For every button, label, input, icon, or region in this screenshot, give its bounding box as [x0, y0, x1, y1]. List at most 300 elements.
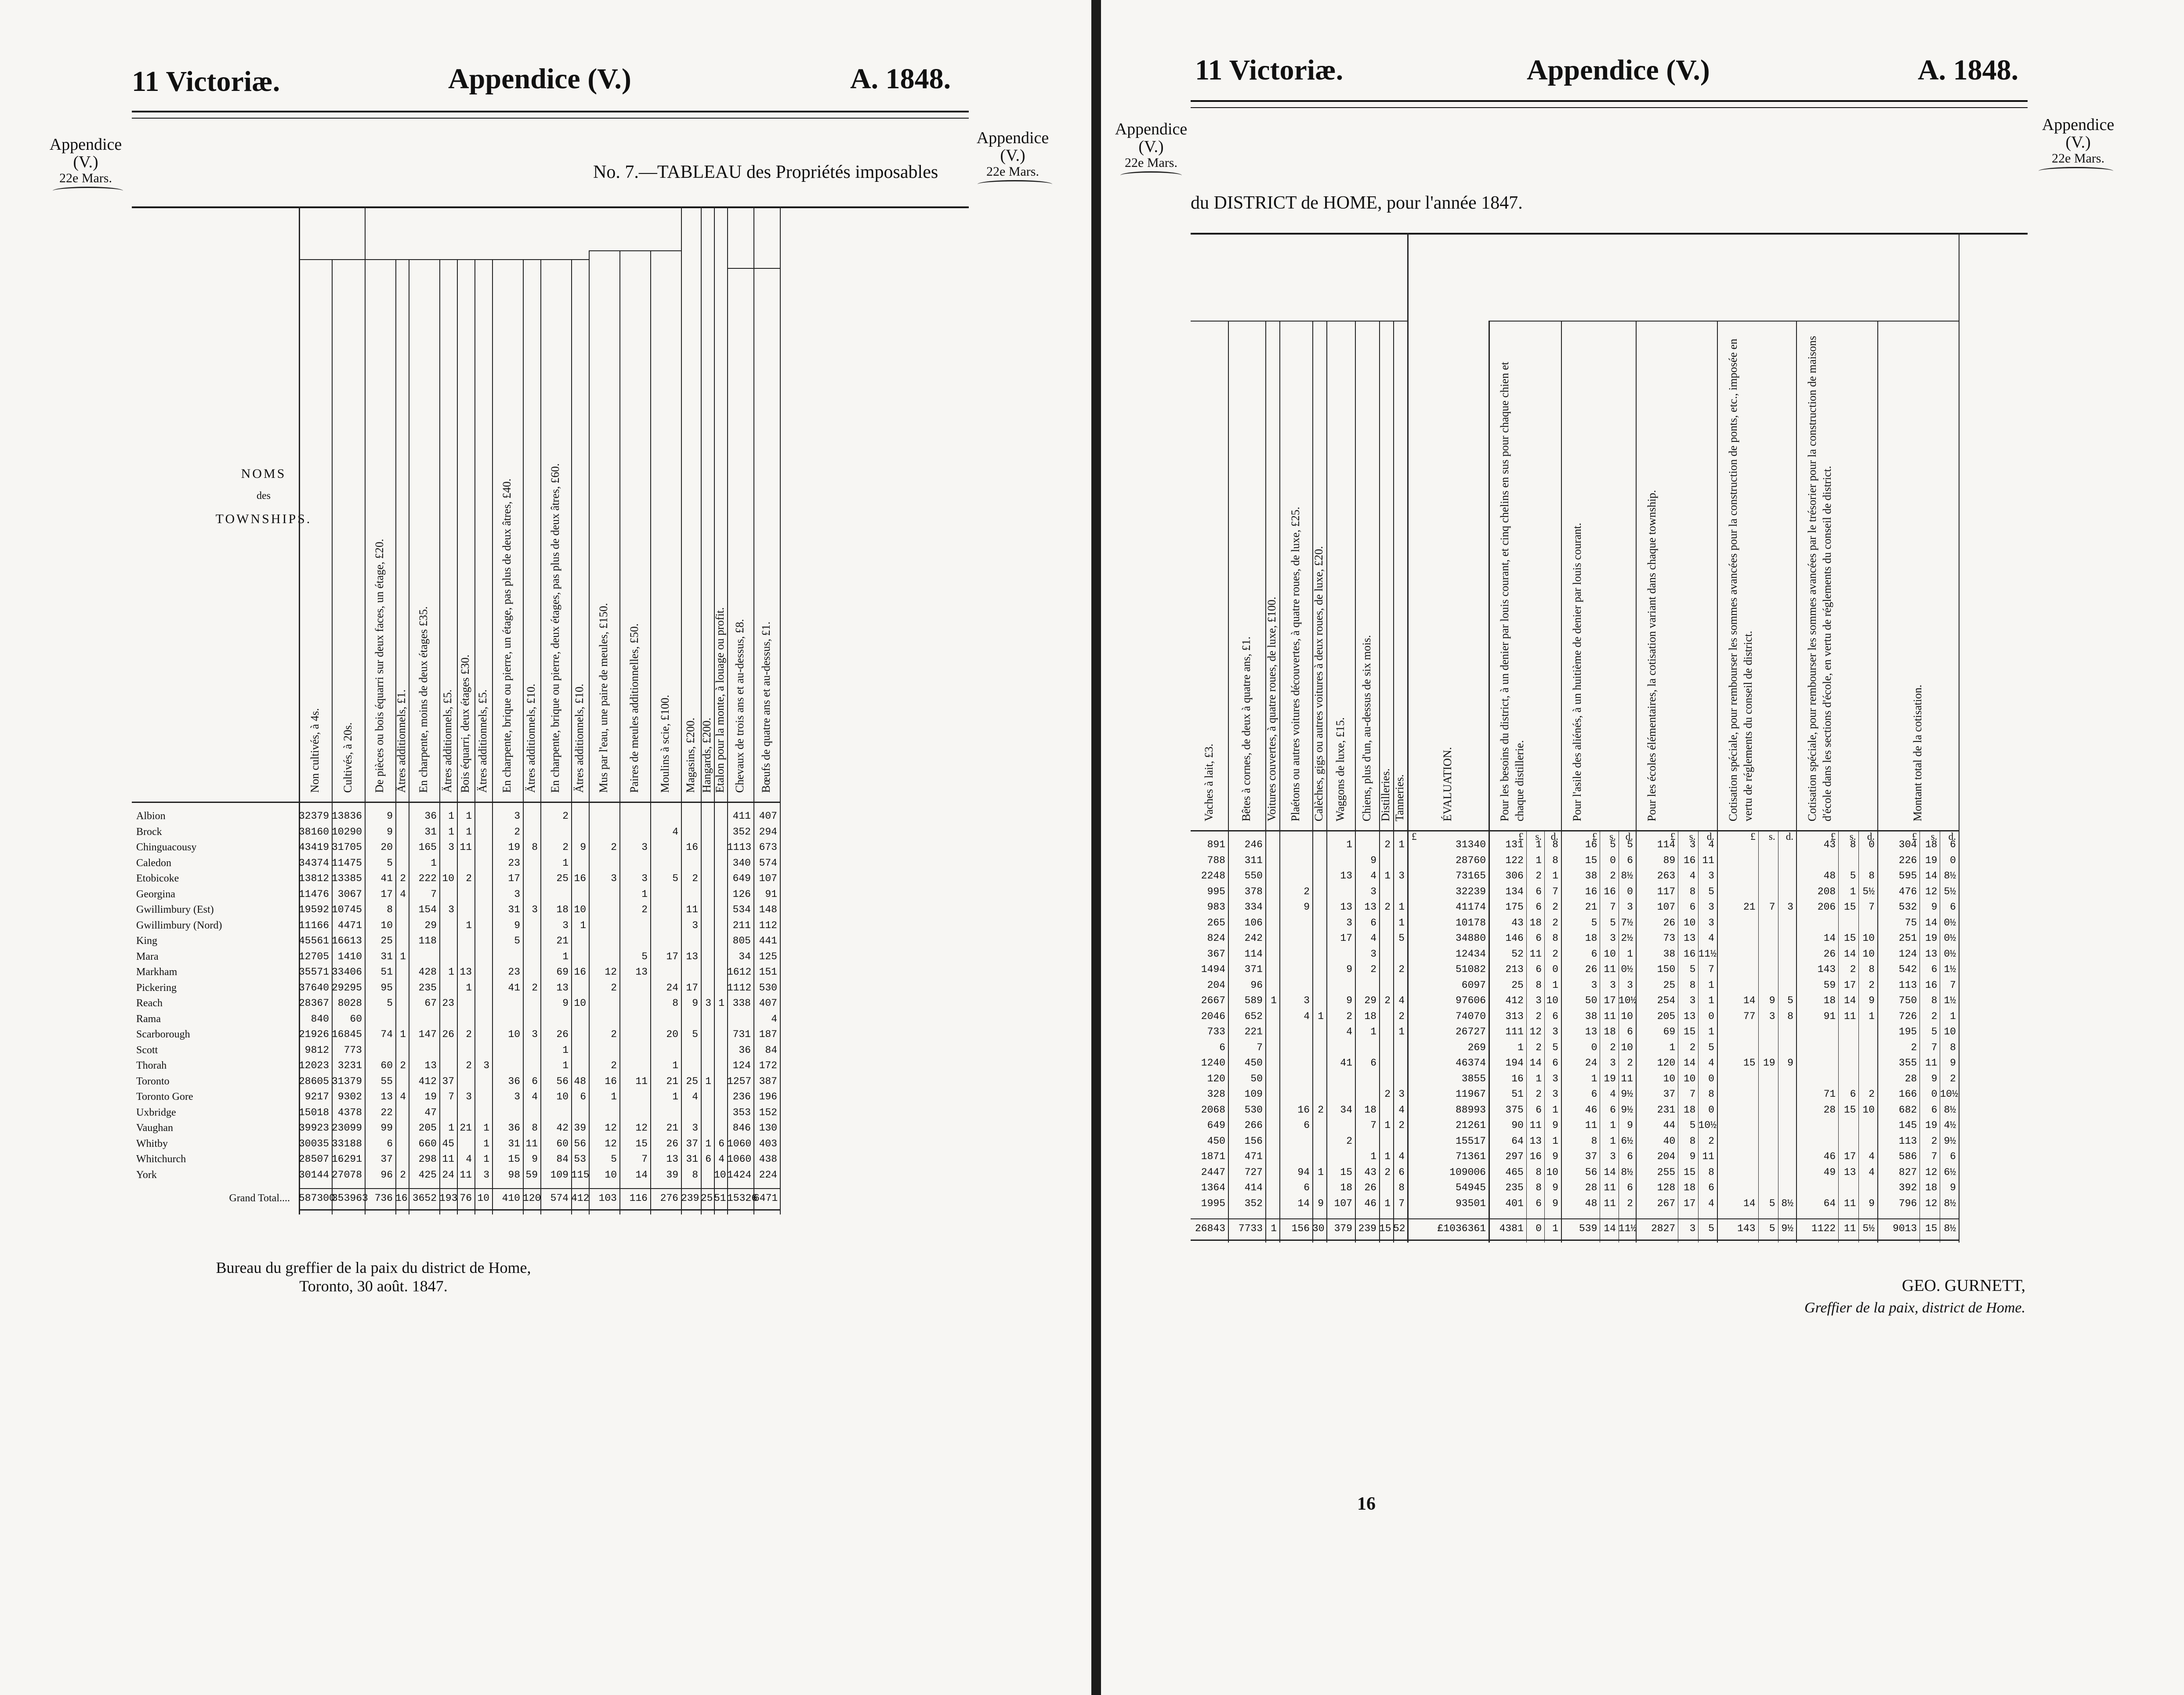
table-cell: 31 [508, 1138, 520, 1149]
table-cell: 0 [1610, 854, 1616, 866]
table-cell: 7 [1708, 964, 1714, 975]
table-cell: 151 [759, 966, 777, 978]
table-cell: 10 [574, 904, 586, 915]
side-note-date: 22e Mars. [59, 170, 112, 185]
table-cell: 0 [1552, 964, 1558, 975]
table-cell: 31379 [332, 1075, 362, 1087]
table-cell: 1½ [1944, 964, 1956, 975]
table-right-rule [780, 206, 781, 1214]
table-cell: 25 [1511, 979, 1524, 991]
table-cell: 539 [1579, 1223, 1597, 1234]
table-cell: 1 [1384, 1151, 1391, 1162]
table-cell: 340 [732, 857, 751, 869]
table-cell: 3 [1304, 995, 1310, 1006]
table-cell: 13 [666, 1153, 678, 1165]
table-cell: 89 [1663, 854, 1676, 866]
table-cell: 53 [574, 1153, 586, 1165]
table-cell: 8½ [1944, 1104, 1956, 1116]
table-cell: 3 [1552, 1026, 1558, 1037]
table-cell: 52 [1393, 1223, 1405, 1234]
table-cell: 11 [525, 1138, 538, 1149]
table-cell: 12 [1925, 885, 1938, 897]
table-cell: 4378 [337, 1106, 362, 1118]
table-cell: 226 [1898, 854, 1917, 866]
table-cell: 3 [1708, 917, 1714, 929]
table-cell: 59 [1823, 979, 1836, 991]
table-cell: 1 [1370, 1026, 1376, 1037]
table-cell: 2 [1869, 979, 1875, 991]
table-cell: 40 [1663, 1135, 1676, 1147]
column-header: En charpente, brique ou pierre, un étage, pas plus de deux âtres, £40. [500, 478, 513, 793]
column-header: Pour les besoins du district, à un denier par louis courant, et cinq chelins en sus pour chaque chien et chaque distillerie. [1498, 361, 1526, 821]
table-cell: 51 [1511, 1088, 1524, 1100]
table-cell: 9 [387, 810, 393, 822]
table-cell: 84 [765, 1044, 777, 1056]
table-cell: 14 [1925, 870, 1938, 882]
table-cell: 379 [1334, 1223, 1352, 1234]
table-cell: 30144 [299, 1169, 330, 1181]
table-cell: 22 [380, 1106, 393, 1118]
table-cell: 5 [1627, 839, 1633, 850]
table-cell: 3 [532, 1029, 538, 1040]
table-cell: 3 [1769, 1010, 1775, 1022]
table-cell: 3 [1627, 901, 1633, 913]
township-name: Scott [136, 1044, 158, 1056]
table-cell: 16291 [332, 1153, 362, 1165]
table-cell: 1 [1708, 1026, 1714, 1037]
table-cell: 6 [1536, 885, 1542, 897]
table-cell: 73165 [1455, 870, 1486, 882]
table-cell: 2 [1384, 1166, 1391, 1178]
table-cell: 18 [1364, 1104, 1376, 1116]
table-cell: 48 [574, 1075, 586, 1087]
table-cell: 2 [1318, 1104, 1324, 1116]
total-cell: 76 [460, 1193, 472, 1204]
table-cell: 213 [1505, 964, 1524, 975]
table-cell: 37 [442, 1075, 454, 1087]
table-cell: 4 [400, 888, 406, 900]
table-cell: 41 [508, 982, 520, 994]
table-cell: 3231 [337, 1060, 362, 1071]
table-cell: 26727 [1455, 1026, 1486, 1037]
table-cell: 4 [1708, 1057, 1714, 1069]
table-cell: 10 [1546, 995, 1558, 1006]
table-cell: 14 [1743, 1197, 1756, 1209]
table-cell: 29 [424, 919, 437, 931]
table-cell: 31 [424, 826, 437, 838]
table-cell: 13 [460, 966, 472, 978]
table-cell: 796 [1898, 1197, 1917, 1209]
table-cell: 1 [431, 857, 437, 869]
total-bottom-rule [1191, 1240, 1959, 1241]
table-cell: 206 [1817, 901, 1836, 913]
table-cell: 1060 [727, 1153, 752, 1165]
table-cell: 14 [635, 1169, 648, 1181]
table-cell: 15 [508, 1153, 520, 1165]
table-cell: 8 [1869, 870, 1875, 882]
township-name: Toronto Gore [136, 1091, 193, 1102]
table-cell: 6 [1591, 948, 1597, 960]
table-cell: 7 [1257, 1041, 1263, 1053]
table-cell: 10178 [1455, 917, 1486, 929]
table-cell: 39923 [299, 1122, 330, 1134]
table-cell: 0½ [1944, 948, 1956, 960]
table-cell: 109 [1244, 1088, 1263, 1100]
table-cell: 34 [1340, 1104, 1352, 1116]
table-cell: 1113 [727, 842, 752, 853]
table-cell: 7 [1610, 901, 1616, 913]
table-cell: 11 [1604, 1010, 1616, 1022]
column-header: Ätres additionnels, £10. [525, 683, 537, 793]
table-cell: 50 [1585, 995, 1597, 1006]
table-cell: 8 [1552, 839, 1558, 850]
table-cell: 1½ [1944, 995, 1956, 1006]
table-cell: 403 [759, 1138, 777, 1149]
table-cell: 15 [635, 1138, 648, 1149]
table-cell: 8½ [1944, 1223, 1956, 1234]
lsd-header: s. [1768, 831, 1775, 842]
table-cell: 2 [611, 1060, 617, 1071]
table-cell: 43419 [299, 842, 330, 853]
table-cell: 46 [1823, 1151, 1836, 1162]
table-cell: 407 [759, 997, 777, 1009]
table-cell: 3 [641, 842, 648, 853]
column-header: Paires de meules additionnelles, £50. [628, 623, 641, 793]
table-cell: 45 [442, 1138, 454, 1149]
table-cell: 7 [1552, 885, 1558, 897]
table-cell: 1060 [727, 1138, 752, 1149]
table-cell: 2 [1398, 964, 1405, 975]
table-cell: 8 [532, 842, 538, 853]
table-cell: 652 [1244, 1010, 1263, 1022]
table-cell: 2 [1627, 1057, 1633, 1069]
table-cell: 11½ [1618, 1223, 1637, 1234]
table-cell: 9 [1552, 1151, 1558, 1162]
table-cell: 8 [387, 904, 393, 915]
table-cell: 6 [1304, 1182, 1310, 1193]
table-cell: 17 [1844, 979, 1856, 991]
table-cell: 97606 [1455, 995, 1486, 1006]
rside-left-line1: Appendice [1115, 120, 1188, 138]
table-cell: 2 [1536, 1010, 1542, 1022]
total-cell: 51 [714, 1193, 726, 1204]
table-cell: 8 [1536, 1182, 1542, 1193]
table-cell: 18 [556, 904, 569, 915]
table-cell: 11 [1925, 1057, 1938, 1069]
right-page [1112, 0, 2184, 1695]
table-cell: 5½ [1862, 1223, 1875, 1234]
table-cell: 269 [1467, 1041, 1486, 1053]
table-cell: 6 [1627, 1026, 1633, 1037]
table-cell: 9 [1787, 1057, 1793, 1069]
table-cell: 12023 [299, 1060, 330, 1071]
table-cell: 2 [400, 1169, 406, 1181]
table-cell: 550 [1244, 870, 1263, 882]
table-cell: 3 [1552, 1073, 1558, 1084]
table-cell: 96 [1250, 979, 1263, 991]
table-cell: 25 [556, 873, 569, 884]
table-cell: 11 [1844, 1223, 1856, 1234]
table-cell: 41 [1340, 1057, 1352, 1069]
table-cell: 1 [1318, 1166, 1324, 1178]
table-cell: 1 [718, 997, 724, 1009]
township-name: Toronto [136, 1075, 170, 1087]
table-cell: 1 [1552, 1223, 1558, 1234]
table-cell: 6 [1931, 1104, 1938, 1116]
table-cell: 196 [759, 1091, 777, 1102]
table-cell: 17 [1844, 1151, 1856, 1162]
table-cell: 401 [1505, 1197, 1524, 1209]
table-cell: 5 [692, 1029, 698, 1040]
table-cell: 438 [759, 1153, 777, 1165]
table-cell: 113 [1898, 979, 1917, 991]
table-cell: 6 [532, 1075, 538, 1087]
table-cell: 2 [1398, 1010, 1405, 1022]
total-rule [299, 1188, 780, 1189]
table-cell: 3067 [337, 888, 362, 900]
table-cell: 28605 [299, 1075, 330, 1087]
table-cell: 1410 [337, 951, 362, 962]
table-cell: 9812 [304, 1044, 329, 1056]
table-cell: 23 [442, 997, 454, 1009]
table-cell: 9 [1552, 1120, 1558, 1131]
table-cell: 4471 [337, 919, 362, 931]
table-cell: 9302 [337, 1091, 362, 1102]
column-header: En charpente, brique ou pierre, deux étages, pas plus de deux âtres, £60. [549, 463, 561, 793]
table-cell: 124 [1898, 948, 1917, 960]
table-cell: 15 [1340, 1166, 1352, 1178]
table-cell: 2 [1689, 1041, 1696, 1053]
table-cell: 1 [1536, 1073, 1542, 1084]
table-cell: 3 [514, 1091, 520, 1102]
table-cell: 19 [424, 1091, 437, 1102]
column-header: En charpente, moins de deux étages £35. [417, 606, 430, 793]
table-cell: 11 [1621, 1073, 1633, 1084]
table-cell: 47 [424, 1106, 437, 1118]
group-rule [365, 259, 589, 260]
table-cell: 4 [771, 1013, 777, 1025]
table-cell: 36 [508, 1075, 520, 1087]
table-cell: 3 [1610, 1151, 1616, 1162]
table-cell: 21 [1743, 901, 1756, 913]
table-cell: 6 [1536, 901, 1542, 913]
table-cell: 8 [692, 1169, 698, 1181]
table-cell: 10 [1663, 1073, 1676, 1084]
table-cell: 375 [1505, 1104, 1524, 1116]
table-cell: 1 [1271, 1223, 1277, 1234]
table-cell: 6 [1850, 1088, 1856, 1100]
table-cell: 172 [759, 1060, 777, 1071]
table-cell: 10745 [332, 904, 362, 915]
total-cell: 736 [374, 1193, 393, 1204]
table-cell: 6 [705, 1153, 711, 1165]
table-cell: 114 [1657, 839, 1676, 850]
rside-left-date: 22e Mars. [1125, 155, 1177, 170]
header-right: A. 1848. [850, 63, 951, 95]
table-cell: 91 [1823, 1010, 1836, 1022]
table-cell: 9 [514, 919, 520, 931]
table-cell: 13 [556, 982, 569, 994]
table-cell: 34 [739, 951, 751, 962]
table-cell: 530 [1244, 1104, 1263, 1116]
table-cell: 9 [1931, 901, 1938, 913]
table-cell: 21 [666, 1122, 678, 1134]
group-rule [299, 259, 365, 260]
table-cell: 2 [1346, 1135, 1352, 1147]
lsd-rule [1758, 830, 1759, 1243]
table-cell: 15 [1743, 1057, 1756, 1069]
table-cell: 5 [1931, 1026, 1938, 1037]
township-name: Whitby [136, 1138, 168, 1149]
table-cell: 32379 [299, 810, 330, 822]
column-header: Pour l'asile des aliénés, à un huitième de denier par louis courant. [1571, 523, 1583, 821]
table-cell: 10½ [1940, 1088, 1958, 1100]
table-cell: 2 [514, 826, 520, 838]
table-cell: 1 [1370, 1151, 1376, 1162]
table-cell: 18 [1340, 1182, 1352, 1193]
table-cell: 3 [1689, 995, 1696, 1006]
table-cell: 1 [1271, 995, 1277, 1006]
table-cell: 26 [1663, 917, 1676, 929]
table-cell: 254 [1657, 995, 1676, 1006]
table-cell: 131 [1505, 839, 1524, 850]
side-note-line2: (V.) [73, 152, 98, 171]
table-cell: 14 [1925, 917, 1938, 929]
table-cell: 12 [1529, 1026, 1542, 1037]
table-cell: 7 [448, 1091, 454, 1102]
township-name: Scarborough [136, 1029, 190, 1040]
table-cell: 11 [1604, 1182, 1616, 1193]
table-cell: 4 [692, 1091, 698, 1102]
table-cell: 11 [1702, 854, 1714, 866]
lsd-header: £ [1670, 831, 1676, 842]
table-cell: 5 [1591, 917, 1597, 929]
table-cell: 10 [1862, 932, 1875, 944]
table-cell: 12 [605, 1122, 617, 1134]
table-cell: 11 [442, 1153, 454, 1165]
table-caption-right: du DISTRICT de HOME, pour l'année 1847. [1191, 193, 1523, 213]
table-cell: 19592 [299, 904, 330, 915]
table-cell: 7 [1869, 901, 1875, 913]
township-name: Rama [136, 1013, 161, 1025]
table-cell: 6097 [1461, 979, 1486, 991]
table-cell: 265 [1207, 917, 1225, 929]
table-cell: 649 [732, 873, 751, 884]
table-cell: 143 [1737, 1223, 1756, 1234]
total-cell: 410 [502, 1193, 520, 1204]
table-cell: 6 [1689, 901, 1696, 913]
table-cell: 1 [562, 951, 569, 962]
table-cell: 16 [574, 873, 586, 884]
table-cell: 2 [1931, 1135, 1938, 1147]
table-cell: 2 [1869, 1088, 1875, 1100]
table-cell: 2 [562, 810, 569, 822]
table-cell: 4381 [1499, 1223, 1524, 1234]
table-cell: 334 [1244, 901, 1263, 913]
table-cell: 10 [1546, 1166, 1558, 1178]
table-cell: 649 [1207, 1120, 1225, 1131]
total-cell: 120 [523, 1193, 541, 1204]
table-cell: 727 [1244, 1166, 1263, 1178]
lsd-header: d. [1625, 831, 1633, 842]
table-cell: 34880 [1455, 932, 1486, 944]
table-cell: 23 [508, 966, 520, 978]
table-cell: 7 [1931, 1151, 1938, 1162]
appendix-side-note [42, 136, 130, 185]
assessment-table [1191, 233, 2028, 1278]
table-cell: 306 [1505, 870, 1524, 882]
column-rule [439, 259, 440, 1214]
table-cell: 56 [1585, 1166, 1597, 1178]
table-cell: 18 [1604, 1026, 1616, 1037]
header-left: 11 Victoriæ. [132, 65, 280, 98]
table-cell: 1 [562, 1060, 569, 1071]
table-cell: 28 [1585, 1182, 1597, 1193]
table-cell: 16845 [332, 1029, 362, 1040]
table-cell: 29295 [332, 982, 362, 994]
table-cell: 313 [1505, 1010, 1524, 1022]
table-cell: 5 [1850, 870, 1856, 882]
table-cell: 2 [1370, 964, 1376, 975]
column-header: Tanneries. [1393, 774, 1406, 821]
table-cell: 26 [1585, 964, 1597, 975]
table-cell: 2 [611, 842, 617, 853]
table-cell: 1424 [727, 1169, 752, 1181]
table-cell: 4 [672, 826, 678, 838]
table-cell: 73 [1663, 932, 1676, 944]
table-cell: 4 [718, 1153, 724, 1165]
table-cell: 1 [466, 982, 472, 994]
header-rule-thin-right [1191, 107, 2028, 108]
table-cell: 6 [580, 1091, 586, 1102]
column-rule [492, 259, 493, 1214]
table-cell: 10 [1621, 1041, 1633, 1053]
lsd-header: d. [1786, 831, 1793, 842]
table-cell: 165 [418, 842, 437, 853]
table-cell: 8 [1398, 1182, 1405, 1193]
table-cell: 8½ [1781, 1197, 1793, 1209]
table-cell: 38 [1663, 948, 1676, 960]
table-cell: 15018 [299, 1106, 330, 1118]
side-note-right-line1: Appendice [976, 129, 1049, 147]
table-cell: 16 [1683, 854, 1696, 866]
table-cell: 2 [1536, 1088, 1542, 1100]
table-cell: 124 [732, 1060, 751, 1071]
table-cell: 378 [1244, 885, 1263, 897]
table-cell: 41 [380, 873, 393, 884]
footer-line2: Toronto, 30 août. 1847. [299, 1277, 448, 1295]
table-cell: 4 [1869, 1151, 1875, 1162]
table-cell: 15 [1844, 932, 1856, 944]
table-cell: 15 [1683, 1166, 1696, 1178]
table-cell: 1112 [727, 982, 752, 994]
table-cell: 13 [1844, 1166, 1856, 1178]
table-cell: 731 [732, 1029, 751, 1040]
total-rule [1191, 1218, 1959, 1219]
grand-total-label: Grand Total.... [229, 1193, 290, 1204]
lsd-header: £ [1912, 831, 1917, 842]
township-name: Whitchurch [136, 1153, 186, 1165]
table-cell: 3 [1708, 901, 1714, 913]
table-cell: 1 [1610, 1120, 1616, 1131]
table-cell: 75 [1905, 917, 1917, 929]
table-cell: 74 [380, 1029, 393, 1040]
table-cell: 13 [1340, 901, 1352, 913]
table-cell: 0 [1931, 1088, 1938, 1100]
table-cell: 2 [400, 873, 406, 884]
table-cell: 353 [732, 1106, 751, 1118]
table-cell: 2 [692, 873, 698, 884]
